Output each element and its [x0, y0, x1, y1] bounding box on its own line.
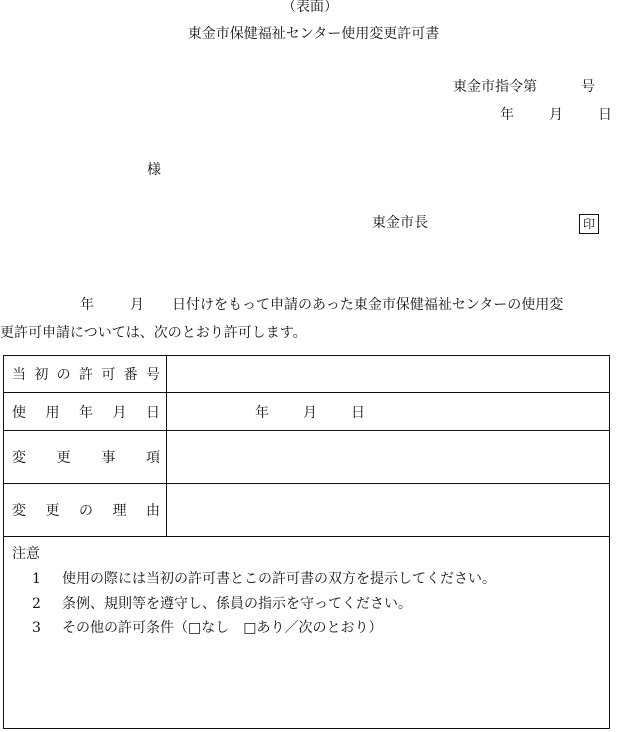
issue-date-month: 月 — [549, 107, 563, 123]
issue-date — [500, 108, 612, 122]
table-row-change-item — [4, 431, 610, 484]
issue-date-day: 日 — [598, 107, 612, 123]
document-number-line — [453, 80, 595, 94]
issue-date-year: 年 — [500, 107, 514, 123]
value-change-reason[interactable] — [167, 484, 610, 537]
document-title: 東金市保健福祉センター使用変更許可書 — [187, 26, 440, 42]
permit-form-table — [3, 355, 610, 729]
notes-item-1: 1 使用の際には当初の許可書とこの許可書の双方を提示してください。 — [32, 571, 496, 587]
issuer-name: 東金市長 — [372, 215, 428, 231]
value-original-permit-number[interactable] — [167, 356, 610, 393]
side-label: （表面） — [282, 0, 338, 15]
addressee-suffix: 様 — [147, 162, 161, 178]
label-original-permit-number: 当 初 の 許 可 番 号 — [4, 356, 167, 393]
notes-item-3: 3 その他の許可条件（□なし □あり／次のとおり） — [32, 620, 383, 636]
body-line-1 — [80, 298, 563, 312]
notes-cell — [4, 537, 610, 729]
seal-mark: 印 — [579, 214, 599, 234]
table-row-usage-date — [4, 393, 610, 431]
label-usage-date: 使 用 年 月 日 — [4, 393, 167, 431]
document-number-prefix: 東金市指令第 — [453, 79, 537, 95]
table-row-notes — [4, 537, 610, 729]
body-year: 年 — [80, 297, 94, 313]
value-usage-date[interactable]: 年 月 日 — [167, 393, 610, 431]
document-number-suffix: 号 — [581, 79, 595, 95]
notes-title: 注意 — [12, 546, 40, 562]
value-change-item[interactable] — [167, 431, 610, 484]
body-month: 月 — [130, 297, 144, 313]
table-row-original-permit-number — [4, 356, 610, 393]
body-line-2: 更許可申請については、次のとおり許可します。 — [0, 325, 307, 341]
table-row-change-reason — [4, 484, 610, 537]
label-change-item: 変 更 事 項 — [4, 431, 167, 484]
body-text: 日付けをもって申請のあった東金市保健福祉センターの使用変 — [172, 297, 564, 313]
notes-item-2: 2 条例、規則等を遵守し、係員の指示を守ってください。 — [32, 596, 412, 612]
label-change-reason: 変 更 の 理 由 — [4, 484, 167, 537]
